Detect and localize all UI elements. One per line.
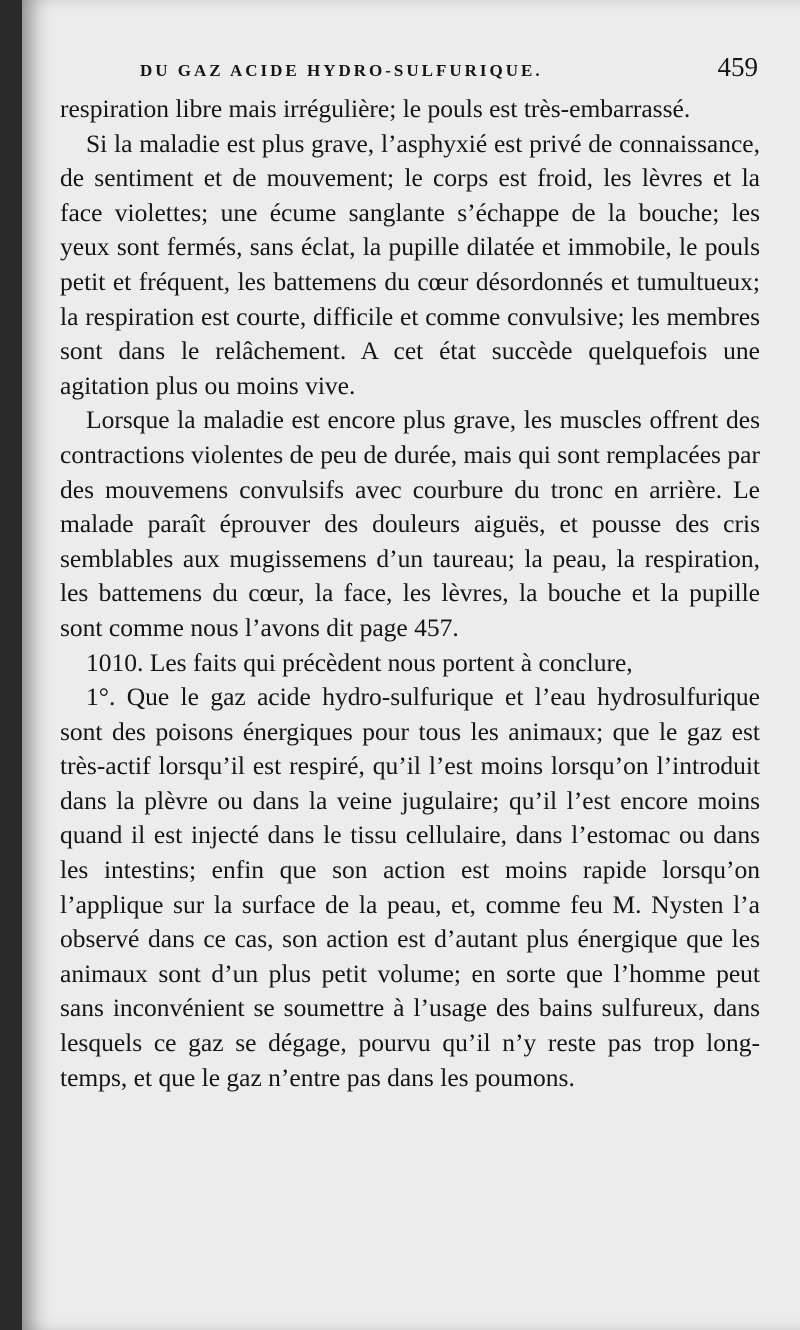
book-page [22, 0, 800, 1330]
running-head [60, 52, 760, 92]
paragraph-conclusion-1: 1°. Que le gaz acide hydro-sulfurique et l’eau hydrosulfurique sont des poisons énergiques pour tous les animaux; que le gaz est très-actif lorsqu’il est respiré, qu’il l’est moins lorsqu’on l’introduit dans la plèvre ou dans la veine jugulaire; qu’il l’est encore moins quand il est injecté dans le tissu cellulaire, dans l’estomac ou dans les intestins; enfin que son action est moins rapide lorsqu’on l’applique sur la surface de la peau, et, comme feu M. Nysten l’a observé dans ce cas, son action est d’autant plus énergique que les animaux sont d’un plus petit volume; en sorte que l’homme peut sans inconvénient se soumettre à l’usage des bains sulfureux, dans lesquels ce gaz se dégage, pourvu qu’il n’y reste pas trop long-temps, et que le gaz n’entre pas dans les poumons. [60, 682, 760, 1092]
paragraph-more-severe-case: Lorsque la maladie est encore plus grave, les muscles offrent des contractions violentes de peu de durée, mais qui sont remplacées par des mouvemens convulsifs avec courbure du tronc en arrière. Le malade paraît éprouver des douleurs aiguës, et pousse des cris semblables aux mugissemens d’un taureau; la peau, la respiration, les battemens du cœur, la face, les lèvres, la bouche et la pupille sont comme nous l’avons dit page 457. [60, 405, 760, 642]
body-text [60, 92, 760, 1095]
paragraph-severe-case: Si la maladie est plus grave, l’asphyxié est privé de connaissance, de sentiment et de mouvement; le corps est froid, les lèvres et la face violettes; une écume sanglante s’échappe de la bouche; les yeux sont fermés, sans éclat, la pupille dilatée et immobile, le pouls petit et fréquent, les battemens du cœur désordonnés et tumultueux; la respiration est courte, difficile et comme convulsive; les membres sont dans le relâchement. A cet état succède quelquefois une agitation plus ou moins vive. [60, 128, 760, 400]
paragraph-continuation: respiration libre mais irrégulière; le pouls est très-embarrassé. [60, 94, 691, 123]
paragraph-1010-intro: 1010. Les faits qui précèdent nous portent à conclure, [86, 647, 633, 677]
text-block [60, 52, 760, 1095]
running-title: DU GAZ ACIDE HYDRO-SULFURIQUE. [140, 61, 543, 80]
page-number: 459 [717, 52, 758, 82]
